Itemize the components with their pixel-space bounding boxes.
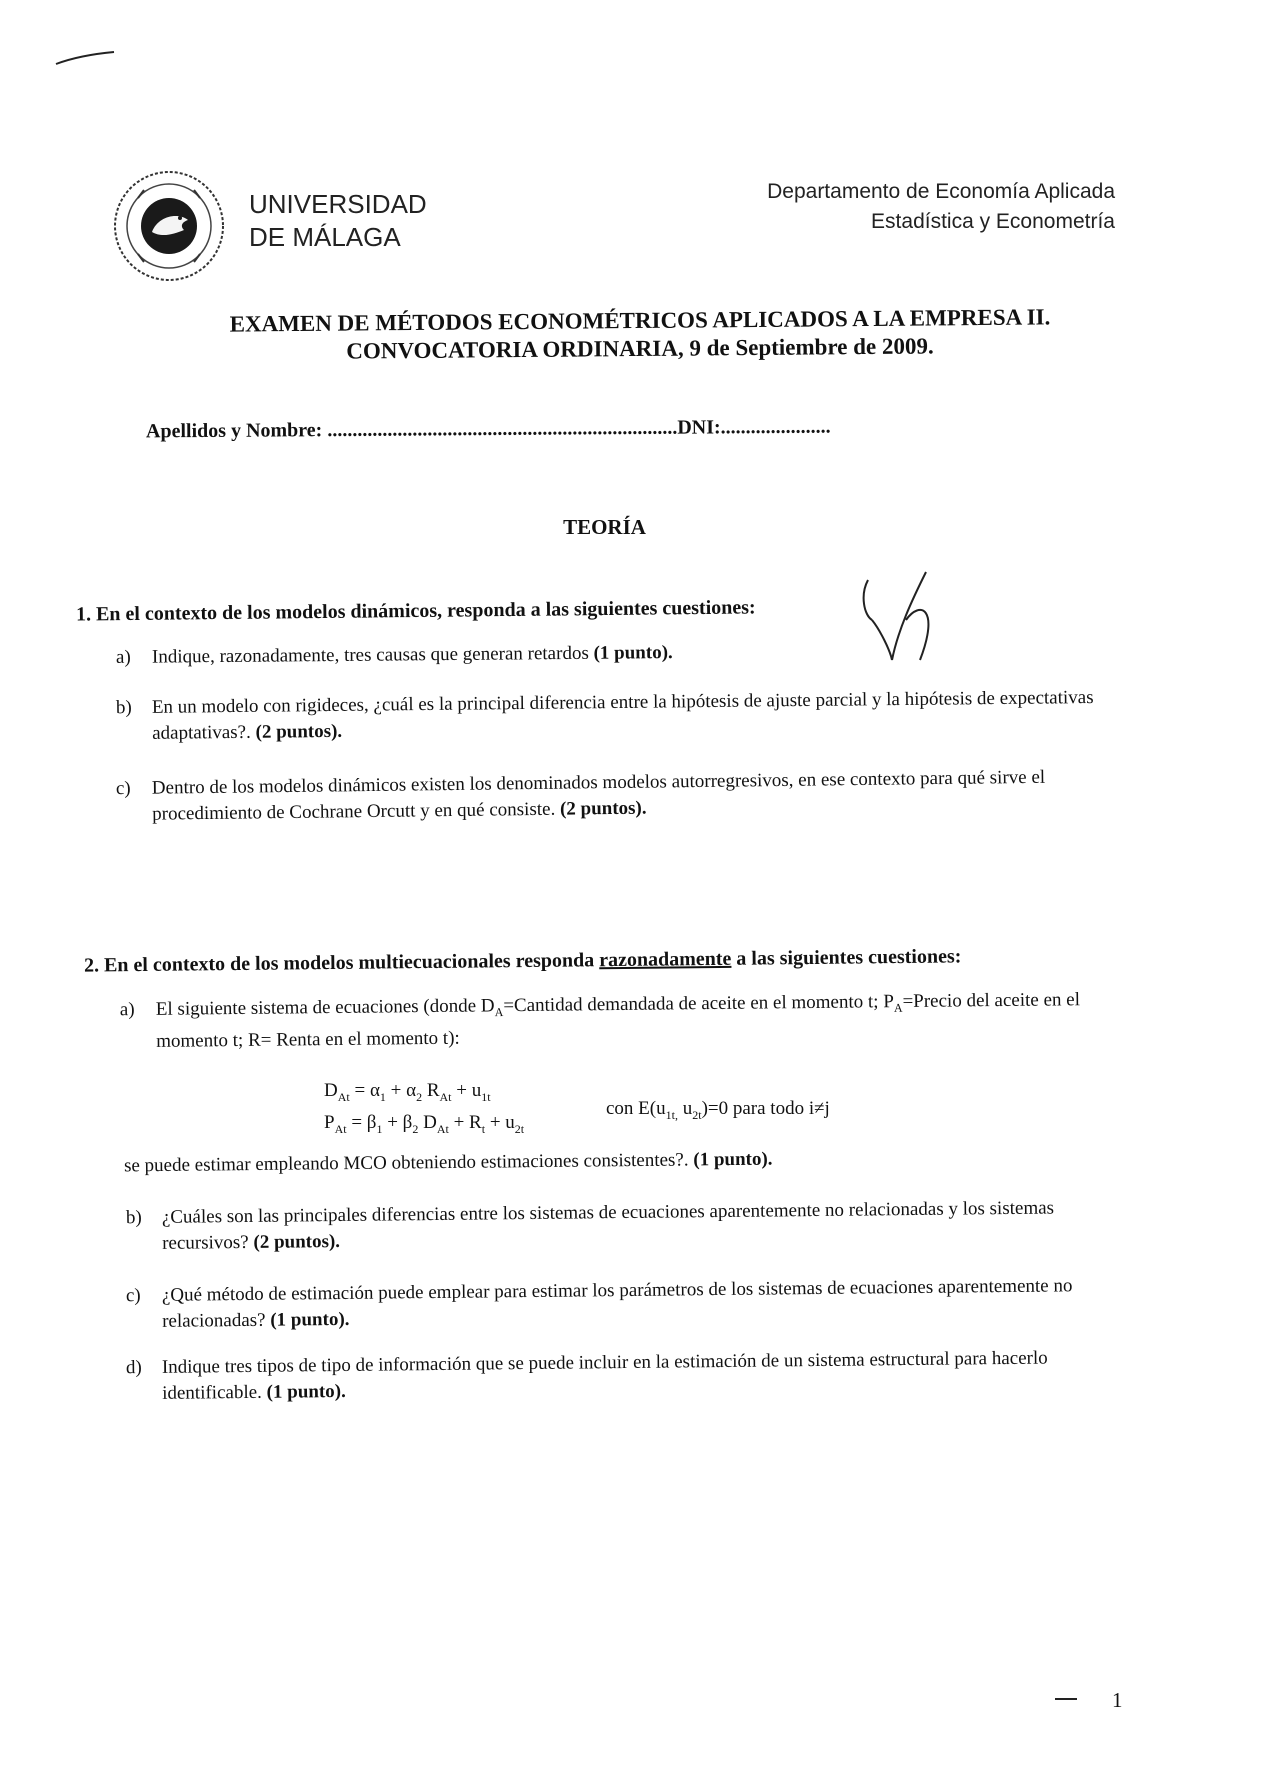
department-name <box>767 177 1115 237</box>
department-line2: Estadística y Econometría <box>871 210 1115 233</box>
item-body: se puede estimar empleando MCO obteniendo estimaciones consistentes?. <box>123 1149 689 1177</box>
item-body: Indique tres tipos de tipo de información que se puede incluir en la estimación de un sistema estructural para hacerlo identificable. <box>161 1347 1048 1404</box>
question-2d <box>126 1345 1126 1407</box>
equation-2: $P_{At} = \beta_1 + \beta_2$ $D_{At} + R_t + u_{2t}$ <box>324 1111 525 1136</box>
title-post: a las siguientes cuestiones: <box>731 945 962 970</box>
item-body: ¿Qué método de estimación puede emplear para estimar los parámetros de los sistemas de ecuaciones aparentemente no relacionadas? <box>161 1275 1073 1332</box>
exam-title-line2: CONVOCATORIA ORDINARIA, 9 de Septiembre de 2009. <box>346 333 934 364</box>
item-text <box>152 685 1116 747</box>
department-line1: Departamento de Economía Aplicada <box>767 180 1115 203</box>
item-text <box>162 1273 1126 1335</box>
item-points: (1 punto). <box>693 1148 773 1171</box>
item-intro: El siguiente sistema de ecuaciones (donde <box>155 995 477 1020</box>
item-body: En un modelo con rigideces, ¿cuál es la principal diferencia entre la hipótesis de ajuste parcial y la hipótesis de expectativas adaptativas?. <box>151 686 1094 744</box>
item-letter: a) <box>119 999 135 1021</box>
question-1b <box>116 685 1116 747</box>
item-letter: b) <box>125 1207 142 1229</box>
item-text: El siguiente sistema de ecuaciones (donde $D_A=Cantidad$ demandada de aceite en el momento t; $P_A=Precio$ del aceite en el momento t; R= Renta en el momento t): <box>155 989 1081 1052</box>
condition-end: )=0 para todo i≠j <box>701 1098 830 1119</box>
university-name <box>249 188 427 254</box>
item-body: Dentro de los modelos dinámicos existen los denominados modelos autorregresivos, en ese contexto para qué sirve el procedimiento de Cochrane Orcutt y en qué consiste. <box>151 766 1046 825</box>
item-body: ¿Cuáles son las principales diferencias entre los sistemas de ecuaciones aparentemente no relacionadas y los sistemas recursivos? <box>161 1197 1055 1254</box>
item-points: (1 punto). <box>270 1308 350 1331</box>
university-line1: UNIVERSIDAD <box>249 189 427 219</box>
pen-mark <box>52 44 122 72</box>
item-points: (2 puntos). <box>253 1230 341 1253</box>
university-seal-logo <box>108 168 230 284</box>
question-2a <box>120 987 1121 1055</box>
da-definition: Cantidad demandada de aceite en el momento t; <box>513 991 879 1017</box>
title-emphasis: razonadamente <box>599 947 732 972</box>
item-text <box>162 1345 1126 1407</box>
name-label: Apellidos y Nombre: ...................................................................... <box>145 416 678 443</box>
item-points: (2 puntos). <box>255 720 343 743</box>
question-1-title: 1. En el contexto de los modelos dinámicos, responda a las siguientes cuestiones: <box>75 596 756 626</box>
question-2a-tail <box>124 1149 773 1178</box>
equation-condition: con $E(u_{1t,}$ $u_{2t})=0$ para todo i≠j <box>606 1098 830 1122</box>
page-dash <box>1055 1698 1077 1700</box>
question-2c <box>126 1273 1126 1335</box>
item-letter: c) <box>125 1285 141 1307</box>
item-letter: c) <box>115 777 131 800</box>
university-line2: DE MÁLAGA <box>249 222 401 252</box>
equation-system <box>324 1078 524 1142</box>
dni-label: DNI:...................... <box>677 415 831 439</box>
equation-1: $D_{At} = \alpha_1 + \alpha_2$ $R_{At} + u_{1t}$ <box>324 1080 491 1104</box>
question-2-title <box>84 945 962 977</box>
question-1c <box>116 764 1117 828</box>
title-pre: 2. En el contexto de los modelos multiecuacionales responda <box>83 949 600 977</box>
item-letter: a) <box>115 646 131 668</box>
item-points: (2 puntos). <box>559 797 647 820</box>
page-number: 1 <box>1112 1688 1123 1712</box>
question-2b <box>126 1195 1126 1257</box>
item-points: (1 punto). <box>266 1380 346 1403</box>
student-info-field <box>146 416 831 444</box>
pa-definition: Precio del aceite en el momento t; <box>156 989 1081 1052</box>
item-body: Indique, razonadamente, tres causas que generan retardos <box>151 642 589 668</box>
item-points: (1 punto). <box>593 642 673 664</box>
section-heading: TEORÍA <box>563 515 646 539</box>
item-letter: d) <box>125 1357 142 1379</box>
item-text <box>152 764 1117 828</box>
r-definition: R= Renta en el momento t): <box>247 1027 460 1051</box>
item-letter: b) <box>115 697 132 719</box>
condition-start: con E(u <box>606 1098 666 1119</box>
item-text <box>162 1195 1126 1257</box>
exam-title-line1: EXAMEN DE MÉTODOS ECONOMÉTRICOS APLICADOS A LA EMPRESA II. <box>229 304 1051 337</box>
